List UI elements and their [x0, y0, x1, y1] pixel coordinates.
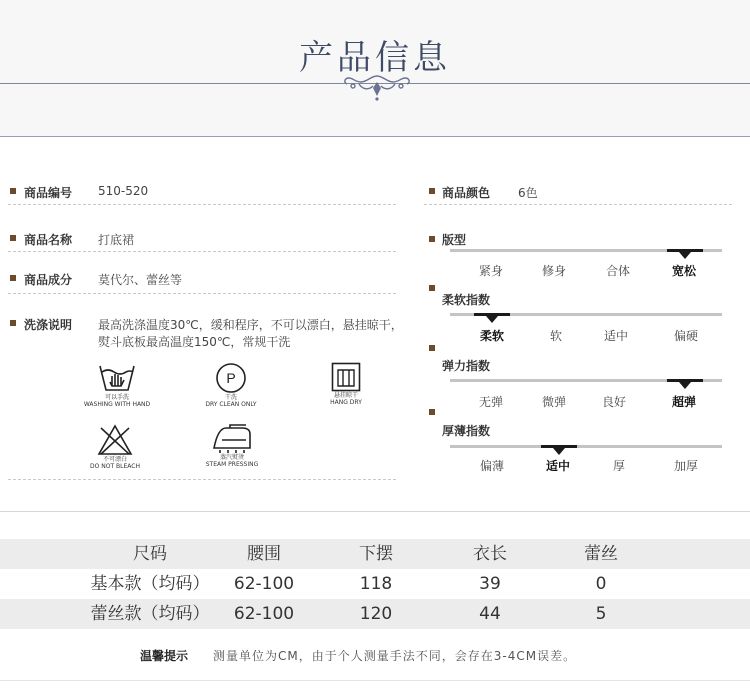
- header-bottom-rule: [0, 136, 750, 137]
- scale-option: 偏薄: [479, 459, 504, 473]
- scale-label-elasticity: 弹力指数: [442, 359, 491, 373]
- divider: [8, 251, 396, 252]
- scale-option-selected: 柔软: [479, 329, 504, 343]
- table-cell: 39: [479, 574, 501, 594]
- dry-clean-icon: [215, 362, 247, 394]
- scale-pointer-icon: [679, 252, 691, 259]
- attr-value-material: 莫代尔、蕾丝等: [98, 273, 183, 287]
- attr-value-name: 打底裙: [98, 233, 135, 247]
- tip-label: 温馨提示: [140, 649, 189, 663]
- attr-label-wash: 洗涤说明: [24, 318, 73, 332]
- care-label-cn: 可以手洗: [104, 394, 129, 401]
- scale-option: 偏硬: [673, 329, 698, 343]
- table-header: 衣长: [473, 544, 507, 564]
- care-steam-press: [196, 424, 268, 468]
- table-cell: 基本款（均码）: [90, 574, 210, 594]
- scale-option: 合体: [605, 264, 630, 278]
- hand-wash-icon: [98, 362, 136, 394]
- care-label-cn: 悬挂晾干: [333, 392, 358, 399]
- scale-option-selected: 适中: [545, 459, 570, 473]
- care-hand-wash: [82, 362, 152, 408]
- steam-press-icon: [210, 424, 254, 454]
- divider: [8, 293, 396, 294]
- attr-label-name: 商品名称: [24, 233, 73, 247]
- table-header: 下摆: [359, 544, 393, 564]
- table-cell: 62-100: [233, 574, 295, 594]
- attr-label-color: 商品颜色: [442, 186, 491, 200]
- scale-label-thickness: 厚薄指数: [442, 424, 491, 438]
- scale-option: 修身: [541, 264, 566, 278]
- table-cell: 62-100: [233, 604, 295, 624]
- bullet-icon: [429, 188, 435, 194]
- care-label-en: DRY CLEAN ONLY: [205, 401, 257, 408]
- attr-value-code: 510-520: [98, 184, 149, 198]
- scale-option: 软: [549, 329, 562, 343]
- scale-pointer-icon: [553, 448, 565, 455]
- care-no-bleach: [80, 424, 150, 470]
- table-cell: 0: [595, 574, 607, 594]
- ornament-icon: [337, 72, 417, 102]
- svg-text:P: P: [226, 370, 236, 386]
- table-header: 蕾丝: [584, 544, 618, 564]
- table-row: [0, 599, 750, 629]
- scale-option-selected: 宽松: [671, 264, 696, 278]
- table-header: 尺码: [133, 544, 167, 564]
- scale-option: 微弹: [541, 395, 566, 409]
- attr-value-wash-line1: 最高洗涤温度30℃，缓和程序，不可以漂白，悬挂晾干，: [98, 318, 403, 332]
- scale-option: 加厚: [673, 459, 698, 473]
- care-label-cn: 蒸汽熨烫: [219, 454, 244, 461]
- scale-option: 适中: [603, 329, 628, 343]
- bottom-rule: [0, 680, 750, 681]
- care-label-en: DO NOT BLEACH: [90, 463, 140, 470]
- attr-value-color: 6色: [518, 186, 538, 200]
- bullet-icon: [429, 345, 435, 351]
- scale-option: 良好: [601, 395, 626, 409]
- divider: [8, 204, 396, 205]
- scale-pointer-icon: [486, 316, 498, 323]
- scale-pointer-icon: [679, 382, 691, 389]
- tip-text: 测量单位为CM，由于个人测量手法不同，会存在3-4CM误差。: [213, 649, 577, 663]
- bullet-icon: [10, 235, 16, 241]
- table-header: 腰围: [247, 544, 281, 564]
- care-label-en: STEAM PRESSING: [205, 461, 259, 468]
- table-cell: 120: [359, 604, 393, 624]
- hang-dry-icon: [331, 362, 361, 392]
- bullet-icon: [429, 409, 435, 415]
- table-cell: 118: [359, 574, 393, 594]
- scale-option-selected: 超弹: [671, 395, 696, 409]
- section-rule: [0, 511, 750, 512]
- care-hang-dry: [316, 362, 376, 406]
- care-label-cn: 不可漂白: [102, 456, 127, 463]
- attr-label-code: 商品编号: [24, 186, 73, 200]
- table-cell: 44: [479, 604, 501, 624]
- care-label-en: HANG DRY: [330, 399, 362, 406]
- bullet-icon: [10, 188, 16, 194]
- divider: [8, 479, 396, 480]
- table-header-row: [0, 539, 750, 569]
- divider: [424, 204, 732, 205]
- care-label-cn: 干洗: [224, 394, 237, 401]
- scale-label-fit: 版型: [442, 233, 467, 247]
- care-label-en: WASHING WITH HAND: [83, 401, 151, 408]
- bullet-icon: [429, 285, 435, 291]
- attr-label-material: 商品成分: [24, 273, 73, 287]
- scale-option: 无弹: [478, 395, 503, 409]
- page-title: 产品信息: [299, 38, 451, 78]
- scale-track: [450, 445, 722, 448]
- care-dry-clean: [196, 362, 266, 408]
- bullet-icon: [10, 320, 16, 326]
- table-cell: 5: [595, 604, 607, 624]
- table-cell: 蕾丝款（均码）: [90, 604, 210, 624]
- attr-value-wash-line2: 熨斗底板最高温度150℃，常规干洗: [98, 335, 291, 349]
- scale-option: 紧身: [478, 264, 503, 278]
- table-row: [0, 569, 750, 599]
- bullet-icon: [10, 275, 16, 281]
- bullet-icon: [429, 236, 435, 242]
- scale-label-softness: 柔软指数: [442, 293, 491, 307]
- no-bleach-icon: [97, 424, 133, 456]
- scale-option: 厚: [612, 459, 625, 473]
